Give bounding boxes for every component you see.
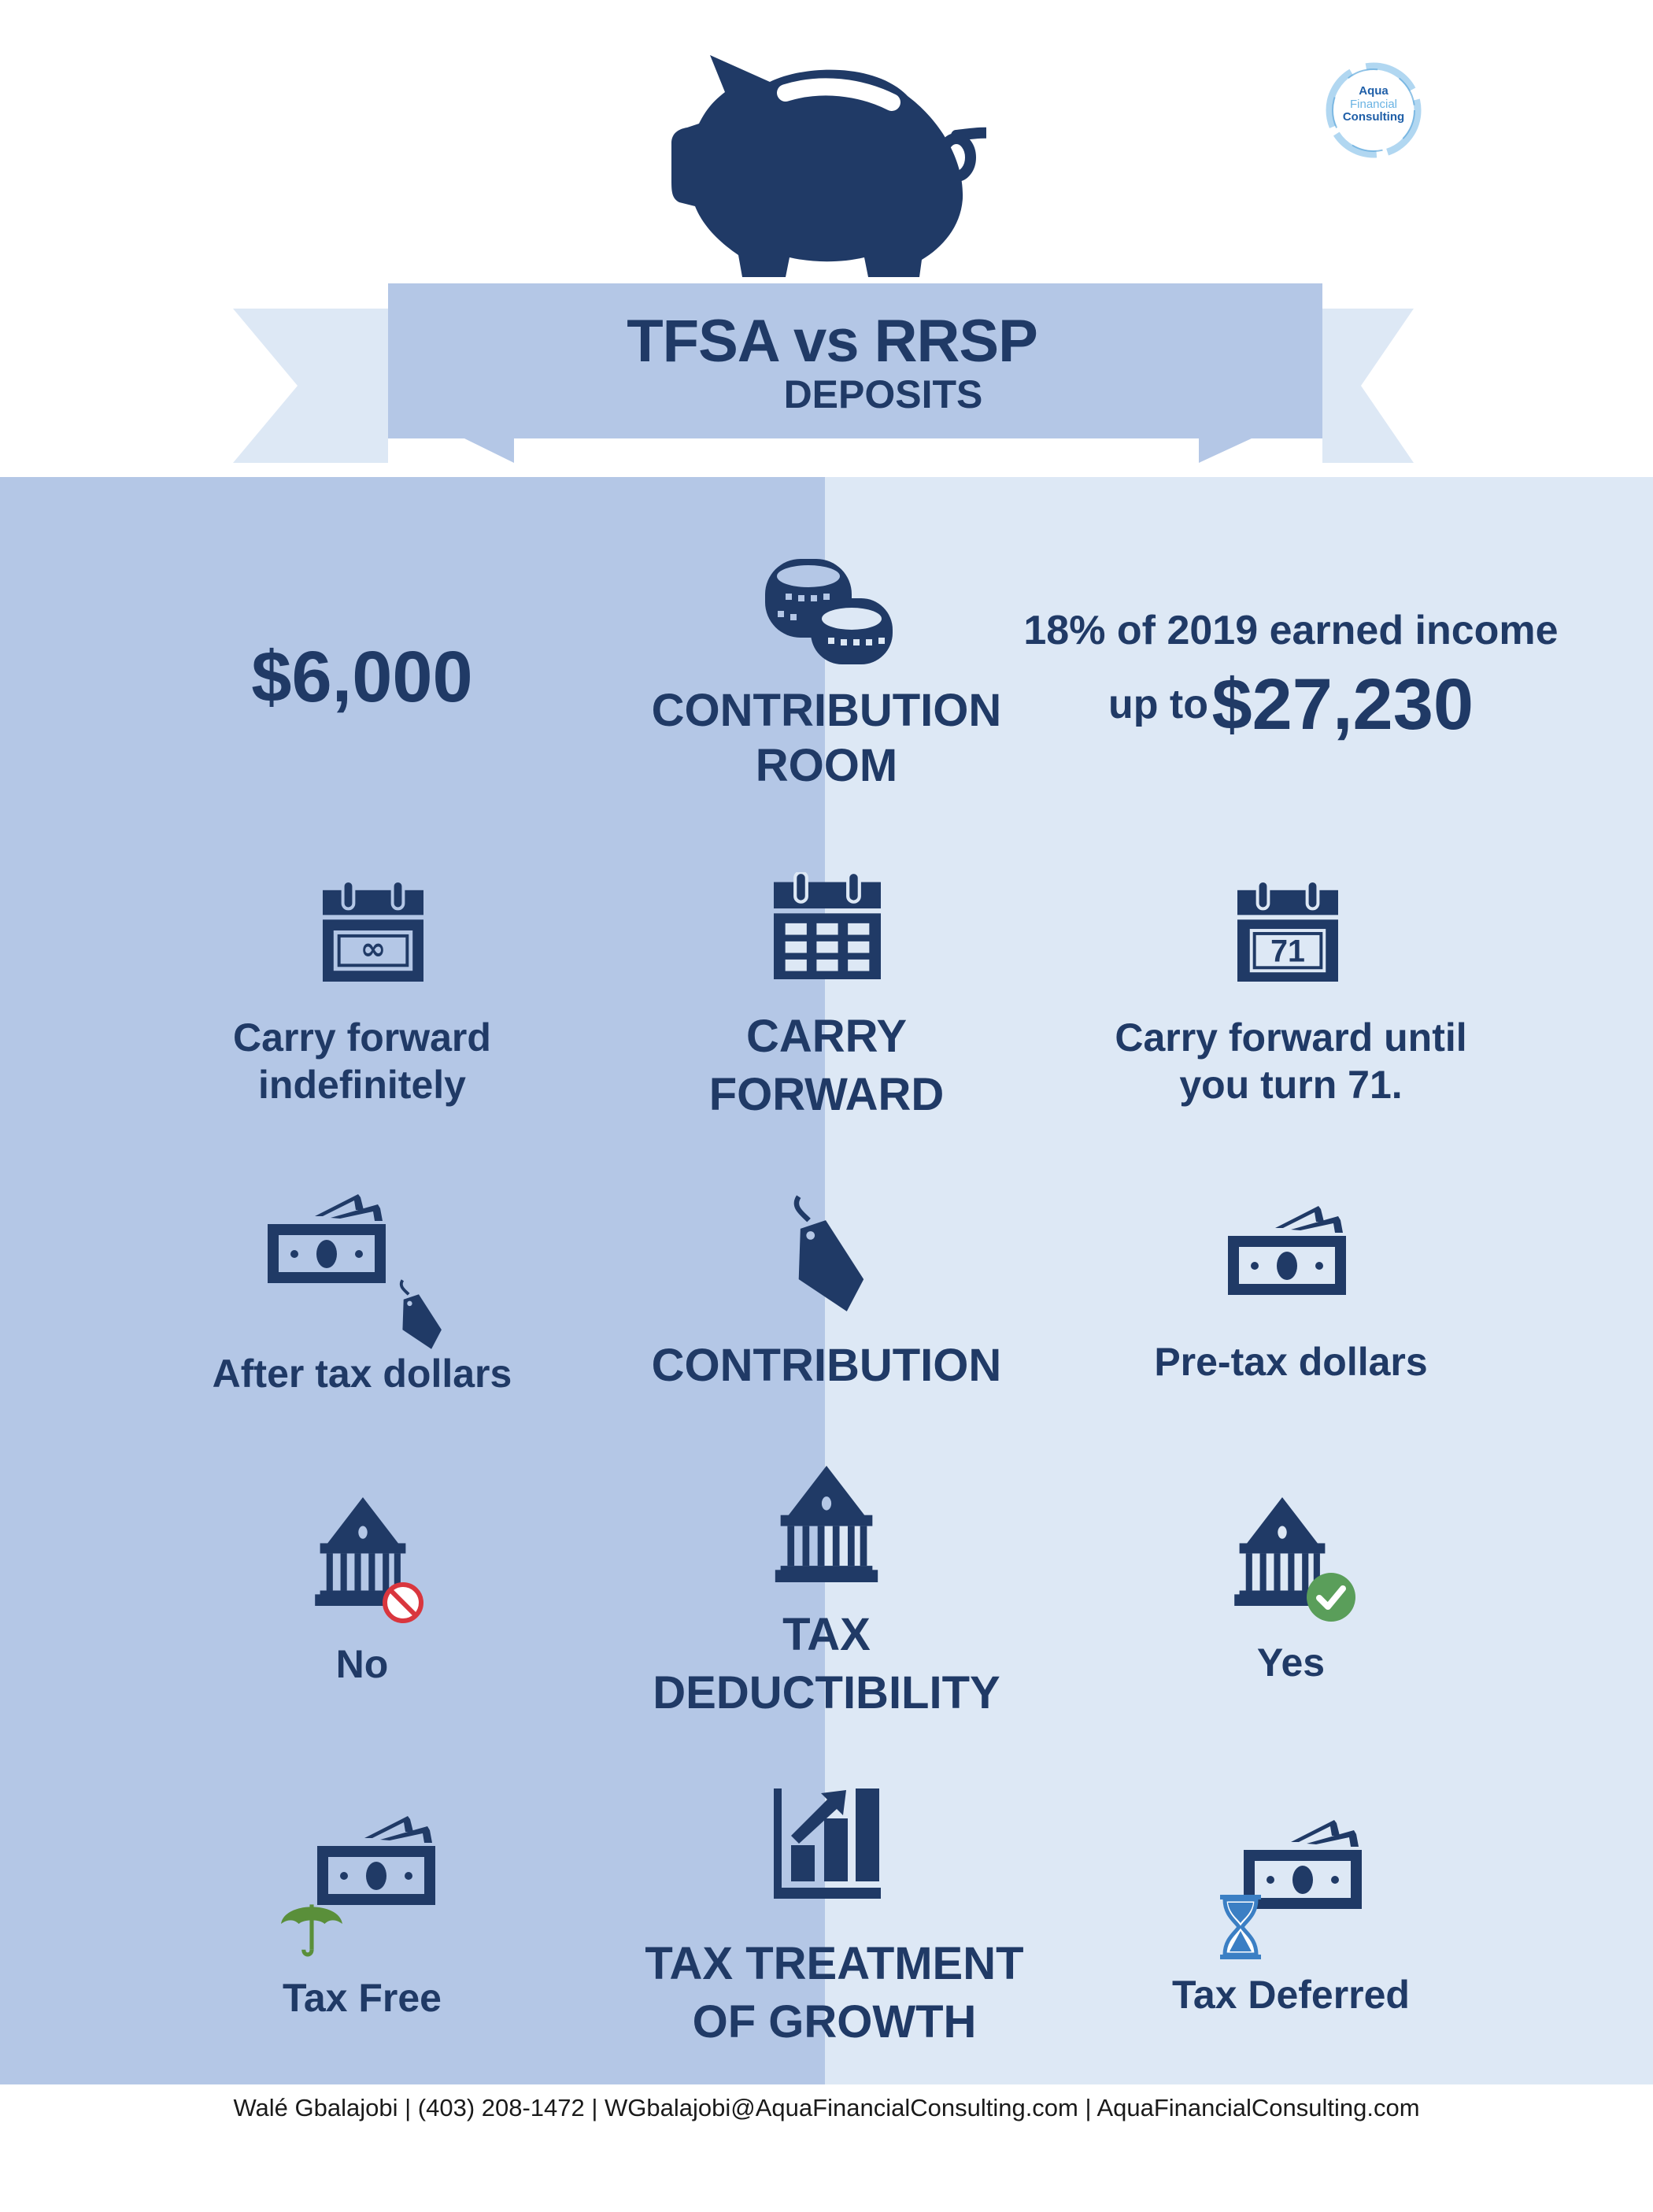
rrsp-limit-amount: $27,230: [1211, 664, 1474, 745]
page-title: TFSA vs RRSP: [627, 308, 1037, 375]
category-tax-deductibility: TAX DEDUCTIBILITY: [653, 1609, 1000, 1719]
tfsa-contribution-text: After tax dollars: [212, 1352, 512, 1396]
category-contribution-room: CONTRIBUTION ROOM: [651, 685, 1002, 791]
bank-no-icon: [309, 1497, 427, 1631]
svg-text:∞: ∞: [360, 930, 386, 967]
logo-line-financial: Financial: [1349, 97, 1398, 111]
category-carry-forward: CARRY FORWARD: [708, 1011, 945, 1121]
bank-yes-icon: [1228, 1497, 1362, 1631]
tfsa-contribution-room-value: $6,000: [251, 637, 473, 717]
piggy-bank-icon: [671, 41, 986, 279]
category-tax-treatment-of-growth: TAX TREATMENT OF GROWTH: [645, 1938, 1024, 2048]
rrsp-carry-forward-text: Carry forward until you turn 71.: [1115, 1015, 1467, 1107]
cash-umbrella-icon: [279, 1814, 453, 1956]
cash-with-tag-icon: [268, 1193, 464, 1342]
umbrella-icon: [279, 1893, 344, 1958]
rrsp-limit-prefix: up to: [1108, 682, 1209, 727]
rrsp-contribution-text: Pre-tax dollars: [1154, 1340, 1428, 1384]
svg-text:71: 71: [1270, 934, 1305, 969]
cash-hourglass-icon: [1216, 1818, 1374, 1960]
rrsp-tax-deductibility-text: Yes: [1256, 1641, 1326, 1685]
page-subtitle: DEPOSITS: [783, 372, 983, 416]
prohibited-icon: [381, 1581, 425, 1625]
calendar-icon: [774, 872, 881, 979]
calendar-71-icon: [1237, 880, 1338, 982]
coins-stack-icon: [764, 551, 894, 666]
calendar-infinity-icon: [323, 880, 423, 982]
tfsa-tax-deductibility-text: No: [335, 1642, 389, 1686]
contact-footer: Walé Gbalajobi | (403) 208-1472 | WGbalajobi@AquaFinancialConsulting.com | AquaFinancialConsulting.com: [233, 2094, 1420, 2121]
aqua-financial-logo: [1318, 55, 1429, 165]
tfsa-growth-text: Tax Free: [283, 1976, 442, 2020]
hourglass-icon: [1218, 1895, 1263, 1959]
category-contribution: CONTRIBUTION: [651, 1340, 1002, 1391]
cash-icon: [1228, 1204, 1354, 1299]
rrsp-contribution-room-limit: [1071, 661, 1511, 748]
bank-building-icon: [765, 1466, 888, 1582]
checkmark-icon: [1305, 1571, 1357, 1623]
price-tag-icon: [770, 1195, 882, 1313]
growth-chart-icon: [774, 1788, 881, 1899]
rrsp-contribution-room-line1: 18% of 2019 earned income: [1023, 608, 1559, 653]
tfsa-carry-forward-text: Carry forward indefinitely: [233, 1015, 491, 1107]
logo-line-aqua: Aqua: [1359, 84, 1389, 98]
logo-line-consulting: Consulting: [1342, 110, 1405, 124]
rrsp-growth-text: Tax Deferred: [1172, 1973, 1410, 2017]
